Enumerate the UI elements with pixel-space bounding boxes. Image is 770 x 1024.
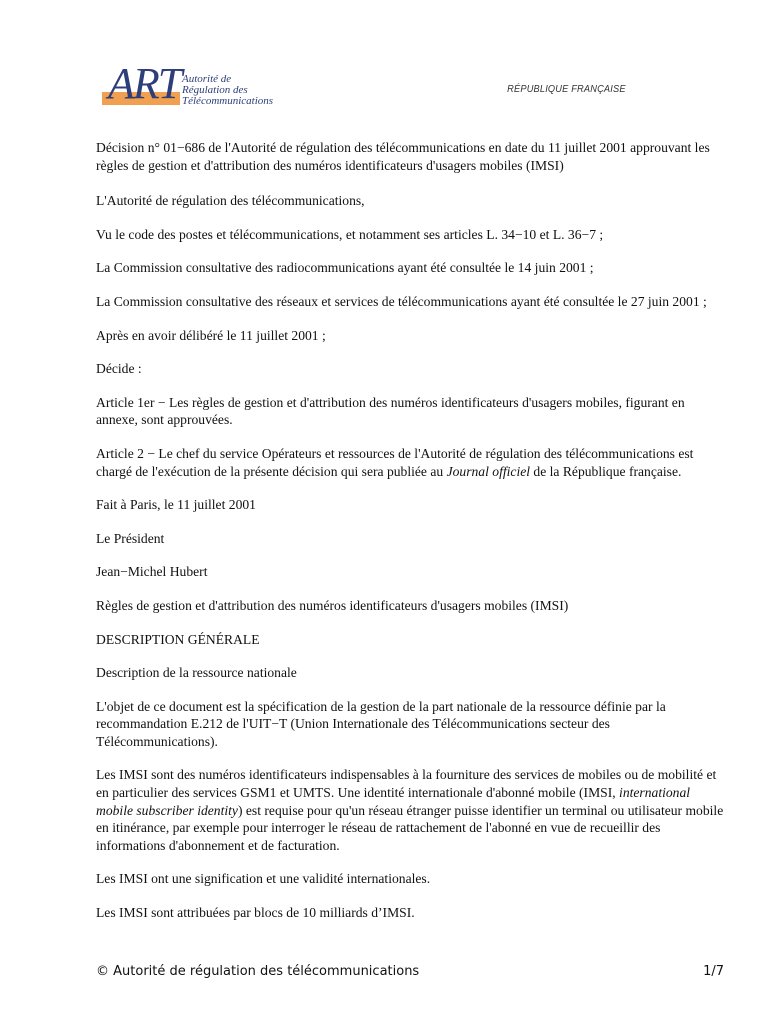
logo-subtitle-line: Régulation des: [182, 84, 248, 96]
document-body: [96, 139, 726, 922]
logo-subtitle-line: Télécommunications: [182, 95, 274, 107]
imsi-expansion-text: international mobile subscriber identity: [96, 785, 691, 818]
president-title: Le Président: [96, 530, 165, 546]
page-footer: [96, 964, 724, 979]
date-place-line: Fait à Paris, le 11 juillet 2001: [96, 497, 256, 513]
article-2-text: Article 2 − Le chef du service Opérateurs et ressources de l'Autorité de régulation des télécommunications est chargé de l'exécution de la présente décision qui sera publiée au: [96, 445, 694, 479]
page-number: 1/7: [703, 964, 724, 979]
footer-copyright: © Autorité de régulation des télécommunications: [96, 964, 420, 979]
deliberation-paragraph: Après en avoir délibéré le 11 juillet 2001 ;: [96, 327, 326, 343]
logo-subtitle: [182, 74, 273, 107]
president-name: Jean−Michel Hubert: [96, 564, 208, 580]
imsi-signification-paragraph: Les IMSI ont une signification et une validité internationales.: [96, 871, 431, 887]
section-heading: DESCRIPTION GÉNÉRALE: [96, 631, 260, 647]
art-logo: [100, 59, 274, 112]
republique-francaise-label: RÉPUBLIQUE FRANÇAISE: [507, 83, 626, 95]
decide-paragraph: Décide :: [96, 361, 142, 377]
logo-subtitle-line: Autorité de: [182, 73, 232, 85]
vu-paragraph: Vu le code des postes et télécommunications, et notamment ses articles L. 34−10 et L. 36−7 ;: [96, 226, 604, 242]
commission-reseaux-paragraph: La Commission consultative des réseaux et services de télécommunications ayant été consultée le 27 juin 2001 ;: [96, 293, 707, 309]
journal-officiel-text: Journal officiel: [446, 463, 531, 479]
imsi-blocs-paragraph: Les IMSI sont attribuées par blocs de 10 milliards d’IMSI.: [96, 905, 415, 921]
authority-line: L'Autorité de régulation des télécommunications,: [96, 193, 365, 209]
imsi-text-end: ) est requise pour qu'un réseau étranger puisse identifier un terminal ou utilisateur mobile en itinérance, par exemple pour interroger le réseau de rattachement de l'abonné en vue de recueillir des informations d'abonnement et de facturation.: [96, 802, 724, 853]
decision-title: Décision n° 01−686 de l'Autorité de régulation des télécommunications en date du 11 juillet 2001 approuvant les règles de gestion et d'attribution des numéros identificateurs d'usagers mobiles (IMSI): [96, 140, 710, 173]
article-1-paragraph: Article 1er − Les règles de gestion et d'attribution des numéros identificateurs d'usagers mobiles, figurant en annexe, sont approuvées.: [96, 394, 685, 428]
imsi-description-paragraph: [96, 766, 726, 854]
objet-paragraph: L'objet de ce document est la spécification de la gestion de la part nationale de la ressource définie par la recommandation E.212 de l'UIT−T (Union Internationale des Télécommunications secteur des Télécommunications).: [96, 698, 666, 749]
imsi-text: Les IMSI sont des numéros identificateurs indispensables à la fourniture des services de mobiles ou de mobilité et en particulier des services GSM1 et UMTS. Une identité internationale d'abonné mobile (IMSI,: [96, 767, 717, 801]
annex-title: Règles de gestion et d'attribution des numéros identificateurs d'usagers mobiles (IMSI): [96, 597, 569, 613]
subsection-heading: Description de la ressource nationale: [96, 665, 297, 681]
commission-radio-paragraph: La Commission consultative des radiocommunications ayant été consultée le 14 juin 2001 ;: [96, 260, 594, 276]
page-header: [96, 59, 636, 114]
logo-art-text: ART: [108, 59, 181, 108]
article-2-paragraph: [96, 445, 726, 480]
article-2-text-end: de la République française.: [530, 463, 682, 479]
